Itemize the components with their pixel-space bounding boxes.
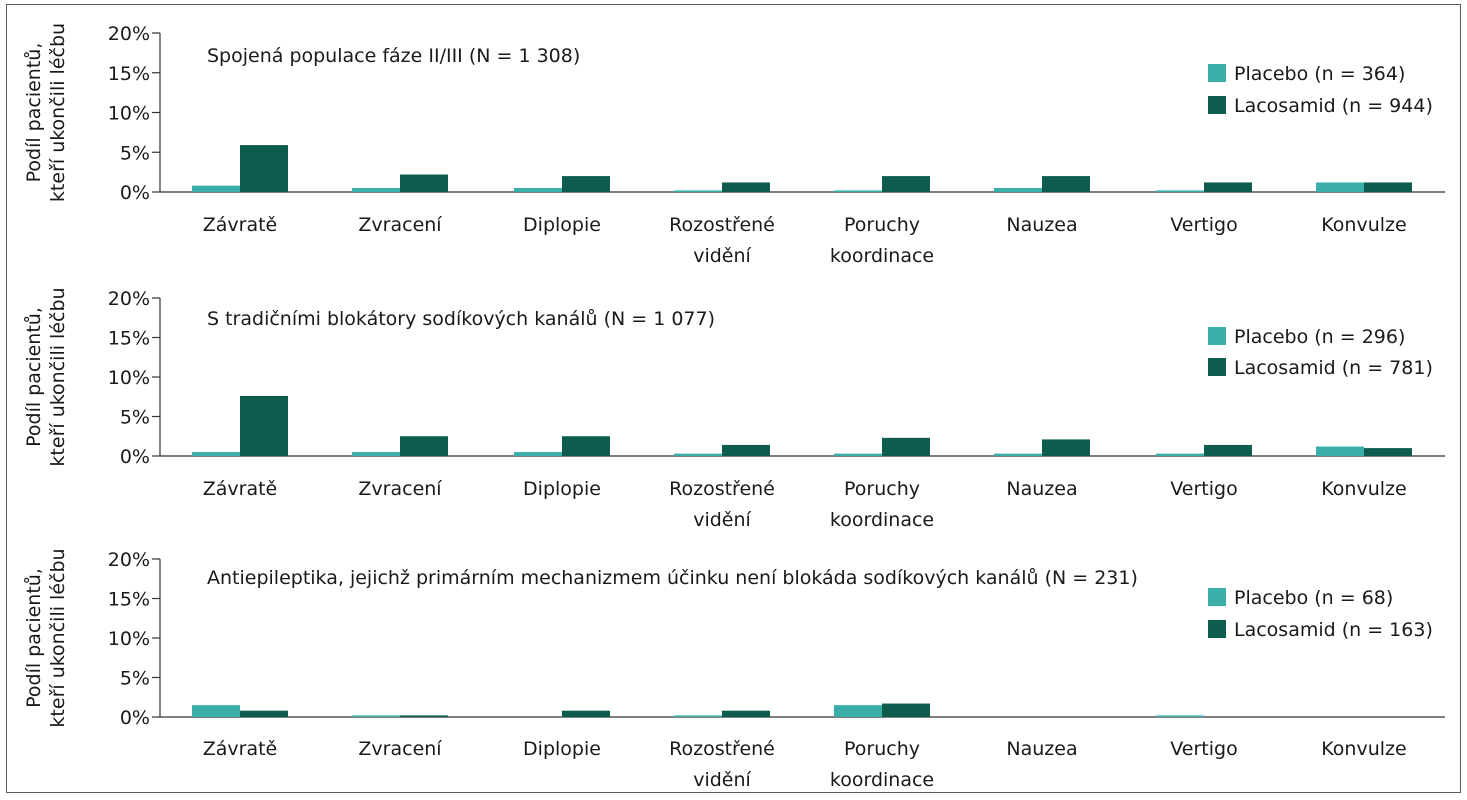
category-label: Nauzea: [1006, 738, 1078, 760]
y-axis-label-line: Podíl pacientů,: [23, 307, 45, 447]
y-axis-label-line: kteří ukončili léčbu: [47, 22, 69, 203]
y-tick-label: 15%: [107, 327, 150, 350]
y-tick-label: 20%: [107, 23, 150, 45]
bar-lacosamid: [722, 182, 770, 192]
legend-label: Lacosamid (n = 944): [1234, 95, 1433, 117]
bar-placebo: [1316, 182, 1364, 192]
category-label: Vertigo: [1170, 478, 1238, 500]
bar-lacosamid: [882, 704, 930, 717]
y-tick-label: 20%: [107, 549, 150, 571]
chart-panel-2: [23, 287, 1445, 531]
bar-lacosamid: [240, 711, 288, 717]
panel-subtitle: S tradičními blokátory sodíkových kanálů (N = 1 077): [207, 308, 715, 330]
bar-lacosamid: [400, 436, 448, 456]
category-label: Diplopie: [523, 214, 601, 236]
y-tick-label: 0%: [119, 182, 150, 204]
category-label: Zvracení: [358, 478, 442, 500]
bar-lacosamid: [1042, 176, 1090, 192]
y-tick-label: 5%: [119, 667, 150, 690]
category-label: Diplopie: [523, 478, 601, 500]
category-label: vidění: [693, 245, 751, 267]
category-label: Nauzea: [1006, 214, 1078, 236]
legend-swatch: [1208, 64, 1226, 82]
bar-placebo: [834, 705, 882, 717]
chart-panel-3: [23, 548, 1445, 791]
legend-label: Lacosamid (n = 163): [1234, 619, 1433, 641]
bar-lacosamid: [1204, 182, 1252, 192]
bar-placebo: [352, 188, 400, 192]
y-tick-label: 5%: [119, 142, 150, 165]
y-tick-label: 15%: [107, 62, 150, 85]
legend-swatch: [1208, 620, 1226, 638]
legend-label: Lacosamid (n = 781): [1234, 357, 1433, 379]
category-label: Zvracení: [358, 214, 442, 236]
bar-lacosamid: [562, 176, 610, 192]
bar-placebo: [192, 705, 240, 717]
bar-lacosamid: [722, 445, 770, 456]
panel-subtitle: Spojená populace fáze II/III (N = 1 308): [207, 45, 581, 67]
bar-lacosamid: [400, 175, 448, 192]
bar-lacosamid: [1364, 448, 1412, 456]
category-label: Závratě: [202, 214, 278, 236]
category-label: Poruchy: [844, 738, 920, 760]
category-label: Poruchy: [844, 214, 920, 236]
y-axis-label-line: Podíl pacientů,: [23, 42, 45, 183]
y-tick-label: 10%: [107, 367, 150, 389]
category-label: Rozostřené: [669, 738, 775, 760]
category-label: Závratě: [202, 738, 278, 760]
bar-placebo: [994, 188, 1042, 192]
y-tick-label: 15%: [107, 588, 150, 611]
y-axis-label: [23, 287, 69, 466]
bar-placebo: [674, 190, 722, 192]
bar-placebo: [192, 186, 240, 192]
bar-lacosamid: [400, 715, 448, 717]
category-label: vidění: [693, 769, 751, 791]
y-axis-label: [23, 23, 69, 202]
bar-lacosamid: [240, 145, 288, 192]
y-axis-label-line: Podíl pacientů,: [23, 568, 45, 708]
bar-placebo: [1156, 190, 1204, 192]
category-label: Konvulze: [1321, 738, 1407, 760]
bar-lacosamid: [1204, 445, 1252, 456]
bar-placebo: [192, 452, 240, 456]
legend-swatch: [1208, 327, 1226, 345]
category-label: Závratě: [202, 478, 278, 500]
category-label: koordinace: [829, 769, 935, 791]
legend-swatch: [1208, 358, 1226, 376]
bar-placebo: [1316, 447, 1364, 456]
bar-placebo: [834, 190, 882, 192]
y-tick-label: 20%: [107, 288, 150, 310]
bar-placebo: [994, 454, 1042, 456]
y-tick-label: 0%: [119, 446, 150, 468]
legend-label: Placebo (n = 364): [1234, 63, 1406, 85]
chart-panel-1: [23, 23, 1445, 267]
y-tick-label: 10%: [107, 628, 150, 650]
bar-placebo: [352, 452, 400, 456]
y-axis-label-line: kteří ukončili léčbu: [47, 548, 69, 728]
legend-label: Placebo (n = 296): [1234, 326, 1406, 348]
category-label: Nauzea: [1006, 478, 1078, 500]
panel-subtitle: Antiepileptika, jejichž primárním mechanizmem účinku není blokáda sodíkových kanálů (N = 231): [207, 567, 1138, 589]
bar-lacosamid: [882, 176, 930, 192]
legend-swatch: [1208, 96, 1226, 114]
category-label: Poruchy: [844, 478, 920, 500]
category-label: koordinace: [829, 509, 935, 531]
category-label: Vertigo: [1170, 738, 1238, 760]
bar-placebo: [674, 454, 722, 456]
category-label: Konvulze: [1321, 478, 1407, 500]
category-label: Diplopie: [523, 738, 601, 760]
bar-placebo: [514, 452, 562, 456]
category-label: Vertigo: [1170, 214, 1238, 236]
bar-placebo: [1156, 715, 1204, 717]
category-label: Zvracení: [358, 738, 442, 760]
bar-lacosamid: [562, 436, 610, 456]
bar-lacosamid: [562, 711, 610, 717]
bar-placebo: [674, 715, 722, 717]
y-tick-label: 10%: [107, 102, 150, 125]
category-label: Rozostřené: [669, 214, 775, 236]
y-tick-label: 5%: [119, 406, 150, 429]
bar-placebo: [834, 454, 882, 456]
y-tick-label: 0%: [119, 707, 150, 729]
category-label: Konvulze: [1321, 214, 1407, 236]
category-label: Rozostřené: [669, 478, 775, 500]
bar-placebo: [352, 715, 400, 717]
bar-lacosamid: [1042, 439, 1090, 456]
legend-swatch: [1208, 588, 1226, 606]
legend-label: Placebo (n = 68): [1234, 587, 1394, 609]
y-axis-label: [23, 548, 69, 727]
bar-placebo: [1156, 454, 1204, 456]
y-axis-label-line: kteří ukončili léčbu: [47, 287, 69, 467]
category-label: koordinace: [829, 245, 935, 267]
bar-lacosamid: [722, 711, 770, 717]
bar-placebo: [514, 188, 562, 192]
category-label: vidění: [693, 509, 751, 531]
bar-lacosamid: [1364, 182, 1412, 192]
bar-lacosamid: [882, 438, 930, 456]
bar-lacosamid: [240, 396, 288, 456]
